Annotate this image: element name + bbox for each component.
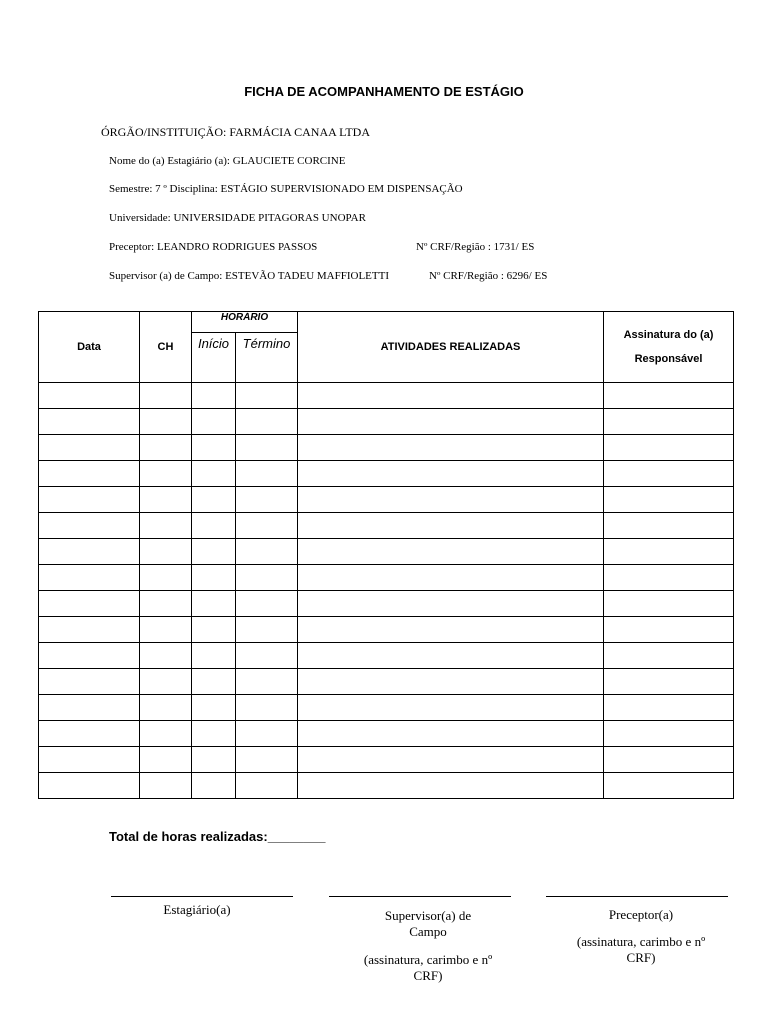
table-row	[39, 383, 734, 409]
cell-assinatura[interactable]	[604, 435, 734, 461]
cell-assinatura[interactable]	[604, 409, 734, 435]
cell-termino[interactable]	[236, 669, 298, 695]
cell-data[interactable]	[39, 513, 140, 539]
cell-termino[interactable]	[236, 513, 298, 539]
cell-ch[interactable]	[140, 721, 192, 747]
form-title: FICHA DE ACOMPANHAMENTO DE ESTÁGIO	[244, 84, 524, 99]
cell-atividades[interactable]	[298, 487, 604, 513]
cell-ch[interactable]	[140, 747, 192, 773]
supervisor-label-line2: Campo	[409, 924, 447, 939]
cell-assinatura[interactable]	[604, 695, 734, 721]
estagiario-field: Nome do (a) Estagiário (a): GLAUCIETE CORCINE	[109, 155, 346, 167]
supervisor-note-line1: (assinatura, carimbo e nº	[363, 952, 493, 967]
header-assinatura-line1: Assinatura do (a)	[623, 329, 714, 341]
universidade-field: Universidade: UNIVERSIDADE PITAGORAS UNOPAR	[109, 212, 366, 224]
cell-inicio[interactable]	[192, 669, 236, 695]
cell-ch[interactable]	[140, 409, 192, 435]
cell-data[interactable]	[39, 669, 140, 695]
preceptor-crf-field: Nº CRF/Região : 1731/ ES	[416, 241, 535, 253]
cell-termino[interactable]	[236, 773, 298, 799]
cell-atividades[interactable]	[298, 409, 604, 435]
total-hours-label: Total de horas realizadas:________	[109, 829, 326, 844]
cell-ch[interactable]	[140, 383, 192, 409]
table-row	[39, 591, 734, 617]
semestre-field: Semestre: 7 º Disciplina: ESTÁGIO SUPERVISIONADO EM DISPENSAÇÃO	[109, 183, 463, 195]
cell-atividades[interactable]	[298, 669, 604, 695]
cell-atividades[interactable]	[298, 539, 604, 565]
cell-assinatura[interactable]	[604, 461, 734, 487]
table-row	[39, 539, 734, 565]
table-row	[39, 617, 734, 643]
table-header-row	[39, 312, 734, 333]
cell-termino[interactable]	[236, 461, 298, 487]
cell-termino[interactable]	[236, 539, 298, 565]
signature-line-preceptor	[546, 896, 728, 897]
cell-atividades[interactable]	[298, 513, 604, 539]
cell-ch[interactable]	[140, 513, 192, 539]
table-row	[39, 435, 734, 461]
table-row	[39, 565, 734, 591]
cell-data[interactable]	[39, 721, 140, 747]
table-row	[39, 695, 734, 721]
cell-assinatura[interactable]	[604, 565, 734, 591]
cell-atividades[interactable]	[298, 773, 604, 799]
header-assinatura	[604, 312, 734, 383]
cell-assinatura[interactable]	[604, 721, 734, 747]
preceptor-field: Preceptor: LEANDRO RODRIGUES PASSOS	[109, 241, 318, 253]
supervisor-field: Supervisor (a) de Campo: ESTEVÃO TADEU MAFFIOLETTI	[109, 270, 389, 282]
cell-data[interactable]	[39, 643, 140, 669]
signature-line-estagiario	[111, 896, 293, 897]
estagiario-label: Estagiário(a)	[163, 902, 231, 917]
cell-termino[interactable]	[236, 721, 298, 747]
cell-inicio[interactable]	[192, 409, 236, 435]
cell-data[interactable]	[39, 747, 140, 773]
preceptor-note-line1: (assinatura, carimbo e nº	[576, 934, 706, 949]
supervisor-label-line1: Supervisor(a) de	[384, 908, 472, 923]
cell-inicio[interactable]	[192, 461, 236, 487]
cell-data[interactable]	[39, 487, 140, 513]
table-row	[39, 721, 734, 747]
cell-assinatura[interactable]	[604, 591, 734, 617]
cell-assinatura[interactable]	[604, 669, 734, 695]
table-row	[39, 669, 734, 695]
table-row	[39, 409, 734, 435]
cell-termino[interactable]	[236, 435, 298, 461]
header-horario: HORÁRIO	[192, 312, 298, 333]
cell-atividades[interactable]	[298, 383, 604, 409]
cell-inicio[interactable]	[192, 435, 236, 461]
cell-ch[interactable]	[140, 461, 192, 487]
cell-atividades[interactable]	[298, 565, 604, 591]
cell-atividades[interactable]	[298, 591, 604, 617]
cell-termino[interactable]	[236, 695, 298, 721]
cell-data[interactable]	[39, 409, 140, 435]
preceptor-label: Preceptor(a)	[608, 907, 674, 922]
cell-assinatura[interactable]	[604, 383, 734, 409]
table-row	[39, 643, 734, 669]
cell-data[interactable]	[39, 565, 140, 591]
table-row	[39, 513, 734, 539]
cell-data[interactable]	[39, 591, 140, 617]
cell-assinatura[interactable]	[604, 539, 734, 565]
cell-atividades[interactable]	[298, 461, 604, 487]
cell-termino[interactable]	[236, 565, 298, 591]
cell-ch[interactable]	[140, 773, 192, 799]
cell-data[interactable]	[39, 383, 140, 409]
cell-inicio[interactable]	[192, 487, 236, 513]
cell-data[interactable]	[39, 461, 140, 487]
cell-atividades[interactable]	[298, 617, 604, 643]
signature-label-estagiario	[111, 902, 283, 918]
cell-assinatura[interactable]	[604, 773, 734, 799]
cell-inicio[interactable]	[192, 617, 236, 643]
cell-termino[interactable]	[236, 409, 298, 435]
supervisor-note-line2: CRF)	[413, 968, 443, 983]
cell-termino[interactable]	[236, 643, 298, 669]
cell-assinatura[interactable]	[604, 747, 734, 773]
cell-atividades[interactable]	[298, 747, 604, 773]
cell-ch[interactable]	[140, 539, 192, 565]
signature-label-preceptor	[546, 907, 736, 966]
cell-assinatura[interactable]	[604, 487, 734, 513]
cell-data[interactable]	[39, 617, 140, 643]
table-row	[39, 747, 734, 773]
cell-inicio[interactable]	[192, 539, 236, 565]
cell-assinatura[interactable]	[604, 513, 734, 539]
table-row	[39, 461, 734, 487]
cell-data[interactable]	[39, 773, 140, 799]
cell-ch[interactable]	[140, 695, 192, 721]
cell-atividades[interactable]	[298, 435, 604, 461]
cell-atividades[interactable]	[298, 721, 604, 747]
cell-inicio[interactable]	[192, 513, 236, 539]
activity-table	[38, 311, 734, 799]
cell-atividades[interactable]	[298, 643, 604, 669]
table-row	[39, 773, 734, 799]
cell-inicio[interactable]	[192, 383, 236, 409]
cell-ch[interactable]	[140, 487, 192, 513]
signature-label-supervisor	[333, 908, 523, 984]
header-atividades: ATIVIDADES REALIZADAS	[298, 312, 604, 383]
cell-ch[interactable]	[140, 643, 192, 669]
header-ch: CH	[140, 312, 192, 383]
cell-inicio[interactable]	[192, 643, 236, 669]
cell-inicio[interactable]	[192, 695, 236, 721]
cell-inicio[interactable]	[192, 773, 236, 799]
cell-data[interactable]	[39, 695, 140, 721]
cell-inicio[interactable]	[192, 565, 236, 591]
cell-inicio[interactable]	[192, 747, 236, 773]
header-termino: Término	[236, 333, 298, 383]
cell-assinatura[interactable]	[604, 643, 734, 669]
header-inicio: Início	[192, 333, 236, 383]
header-assinatura-line2: Responsável	[634, 353, 703, 365]
header-data: Data	[39, 312, 140, 383]
cell-termino[interactable]	[236, 617, 298, 643]
cell-ch[interactable]	[140, 669, 192, 695]
cell-data[interactable]	[39, 539, 140, 565]
preceptor-note-line2: CRF)	[626, 950, 656, 965]
signature-line-supervisor	[329, 896, 511, 897]
supervisor-crf-field: Nº CRF/Região : 6296/ ES	[429, 270, 548, 282]
cell-ch[interactable]	[140, 565, 192, 591]
table-row	[39, 487, 734, 513]
cell-inicio[interactable]	[192, 591, 236, 617]
orgao-field: ÓRGÃO/INSTITUIÇÃO: FARMÁCIA CANAA LTDA	[101, 125, 371, 139]
cell-assinatura[interactable]	[604, 617, 734, 643]
cell-ch[interactable]	[140, 617, 192, 643]
cell-termino[interactable]	[236, 591, 298, 617]
cell-termino[interactable]	[236, 383, 298, 409]
cell-inicio[interactable]	[192, 721, 236, 747]
cell-atividades[interactable]	[298, 695, 604, 721]
cell-data[interactable]	[39, 435, 140, 461]
cell-termino[interactable]	[236, 487, 298, 513]
cell-termino[interactable]	[236, 747, 298, 773]
cell-ch[interactable]	[140, 591, 192, 617]
cell-ch[interactable]	[140, 435, 192, 461]
